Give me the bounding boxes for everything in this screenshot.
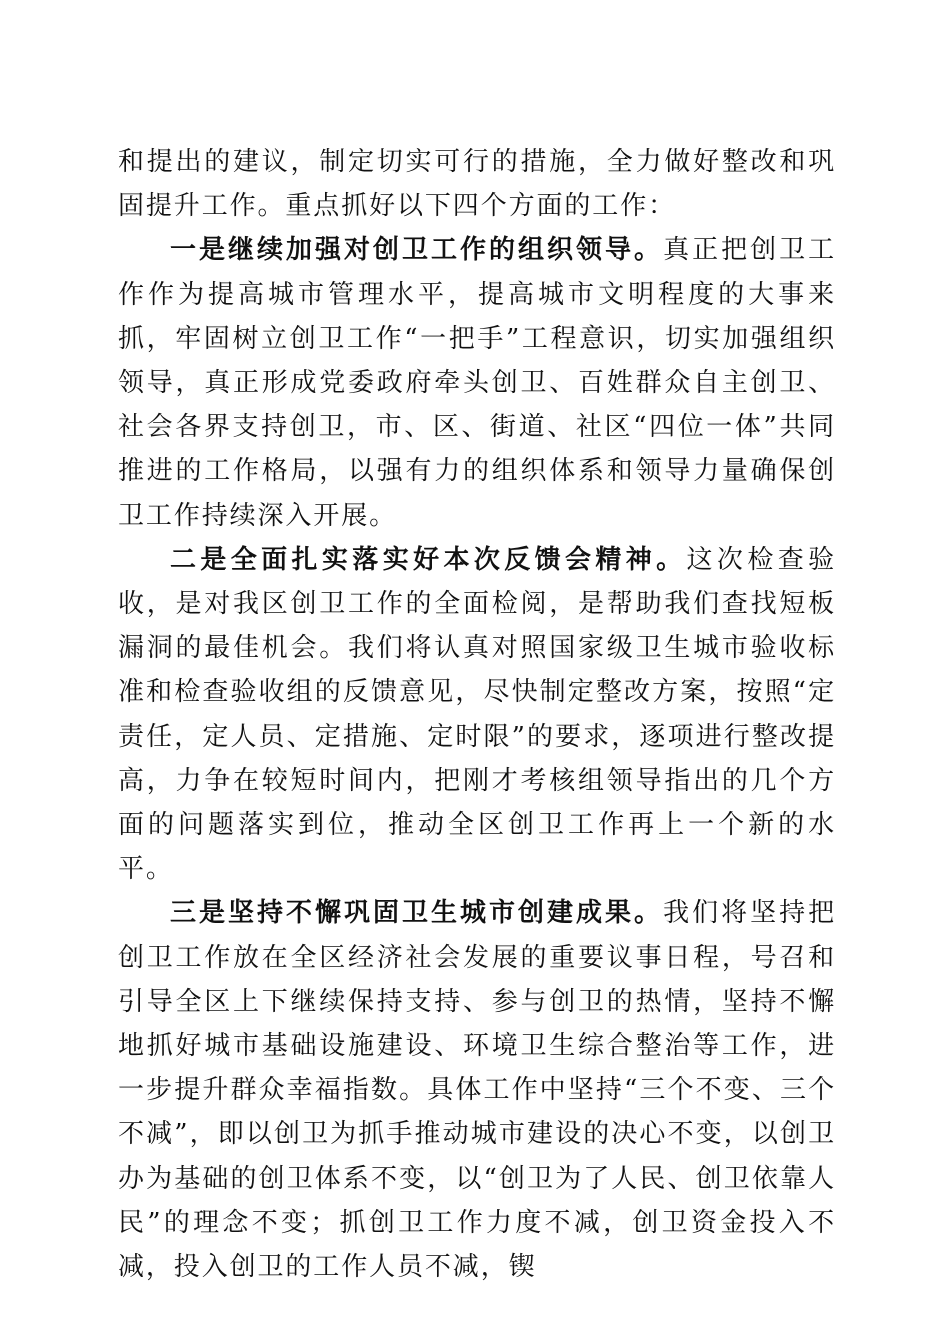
paragraph-heading: 一是继续加强对创卫工作的组织领导。 bbox=[170, 235, 664, 266]
paragraph-point-two bbox=[118, 538, 836, 892]
paragraph-text: 这次检查验收，是对我区创卫工作的全面检阅，是帮助我们查找短板漏洞的最佳机会。我们将认真对照国家级卫生城市验收标准和检查验收组的反馈意见，尽快制定整改方案，按照“定责任，定人员、定措施、定时限”的要求，逐项进行整改提高，力争在较短时间内，把刚才考核组领导指出的几个方面的问题落实到位，推动全区创卫工作再上一个新的水平。 bbox=[118, 544, 836, 885]
paragraph-heading: 二是全面扎实落实好本次反馈会精神。 bbox=[170, 544, 687, 575]
paragraph-text: 我们将坚持把创卫工作放在全区经济社会发展的重要议事日程，号召和引导全区上下继续保持支持、参与创卫的热情，坚持不懈地抓好城市基础设施建设、环境卫生综合整治等工作，进一步提升群众幸福指数。具体工作中坚持“三个不变、三个不减”，即以创卫为抓手推动城市建设的决心不变，以创卫办为基础的创卫体系不变，以“创卫为了人民、创卫依靠人民”的理念不变；抓创卫工作力度不减，创卫资金投入不减，投入创卫的工作人员不减，锲 bbox=[118, 898, 836, 1283]
paragraph-point-one bbox=[118, 228, 836, 537]
paragraph-point-three bbox=[118, 891, 836, 1289]
document-body bbox=[118, 140, 836, 1289]
paragraph-continuation bbox=[118, 140, 836, 228]
paragraph-text: 和提出的建议，制定切实可行的措施，全力做好整改和巩固提升工作。重点抓好以下四个方面的工作： bbox=[118, 147, 836, 222]
paragraph-heading: 三是坚持不懈巩固卫生城市创建成果。 bbox=[170, 898, 664, 929]
paragraph-text: 真正把创卫工作作为提高城市管理水平，提高城市文明程度的大事来抓，牢固树立创卫工作“一把手”工程意识，切实加强组织领导，真正形成党委政府牵头创卫、百姓群众自主创卫、社会各界支持创卫，市、区、街道、社区“四位一体”共同推进的工作格局，以强有力的组织体系和领导力量确保创卫工作持续深入开展。 bbox=[118, 235, 836, 531]
